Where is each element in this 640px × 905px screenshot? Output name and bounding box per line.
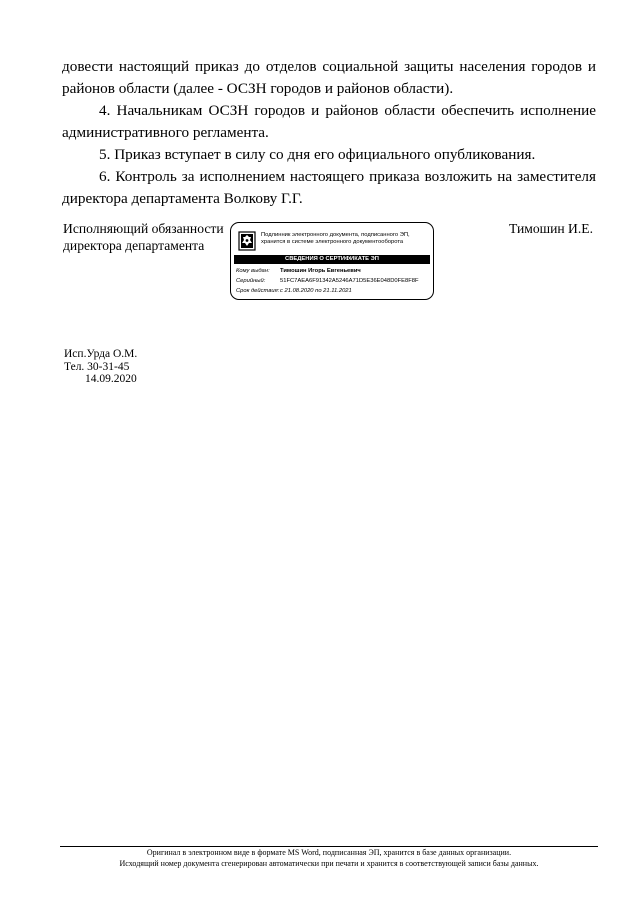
stamp-serial-row bbox=[236, 278, 419, 285]
document-body bbox=[62, 56, 596, 210]
coat-of-arms-icon bbox=[238, 231, 256, 251]
stamp-owner-label: Кому выдан: bbox=[236, 268, 270, 274]
paragraph-item-4: 4. Начальникам ОСЗН городов и районов области обеспечить исполнение административного регламента. bbox=[62, 102, 596, 141]
signatory-position-line1: Исполняющий обязанности bbox=[63, 221, 224, 236]
executor-info bbox=[64, 348, 137, 386]
stamp-serial-value: 51FC7AEA6F91342A5246A71D5E36E048D0FE8F8F bbox=[280, 278, 419, 284]
executor-name: Исп.Урда О.М. bbox=[64, 348, 138, 360]
footer-line1: Оригинал в электронном виде в формате MS Word, подписанная ЭП, хранится в базе данных организации. bbox=[146, 848, 512, 857]
stamp-validity-row bbox=[236, 288, 352, 295]
stamp-header: СВЕДЕНИЯ О СЕРТИФИКАТЕ ЭП bbox=[234, 255, 430, 264]
footer-note bbox=[60, 848, 598, 869]
footer-line2: Исходящий номер документа сгенерирован автоматически при печати и хранится в соответствующей записи базы данных. bbox=[119, 858, 539, 868]
stamp-owner-row bbox=[236, 268, 361, 275]
signatory-position-line2: директора департамента bbox=[63, 238, 205, 253]
stamp-note-line1: Подлинник электронного документа, подписанного ЭП, bbox=[261, 232, 410, 238]
signatory-position bbox=[63, 220, 224, 254]
paragraph-continuation: довести настоящий приказ до отделов социальной защиты населения городов и районов области (далее - ОСЗН городов и районов области). bbox=[62, 58, 596, 97]
footer-divider bbox=[60, 846, 598, 847]
paragraph-item-6: 6. Контроль за исполнением настоящего приказа возложить на заместителя директора департамента Волкову Г.Г. bbox=[62, 168, 596, 207]
stamp-validity-label: Срок действия: bbox=[236, 288, 280, 294]
executor-phone: Тел. 30-31-45 bbox=[64, 360, 130, 373]
stamp-validity-value: с 21.08.2020 по 21.11.2021 bbox=[280, 288, 352, 294]
paragraph-item-5: 5. Приказ вступает в силу со дня его официального опубликования. bbox=[99, 146, 536, 163]
executor-date: 14.09.2020 bbox=[85, 373, 137, 385]
stamp-note-line2: хранится в системе электронного документооборота bbox=[261, 239, 404, 245]
stamp-note bbox=[261, 232, 431, 246]
stamp-serial-label: Серийный: bbox=[236, 278, 266, 284]
e-signature-stamp bbox=[230, 222, 434, 300]
signatory-name: Тимошин И.Е. bbox=[509, 221, 593, 236]
stamp-owner-value: Тимошин Игорь Евгеньевич bbox=[280, 268, 361, 274]
